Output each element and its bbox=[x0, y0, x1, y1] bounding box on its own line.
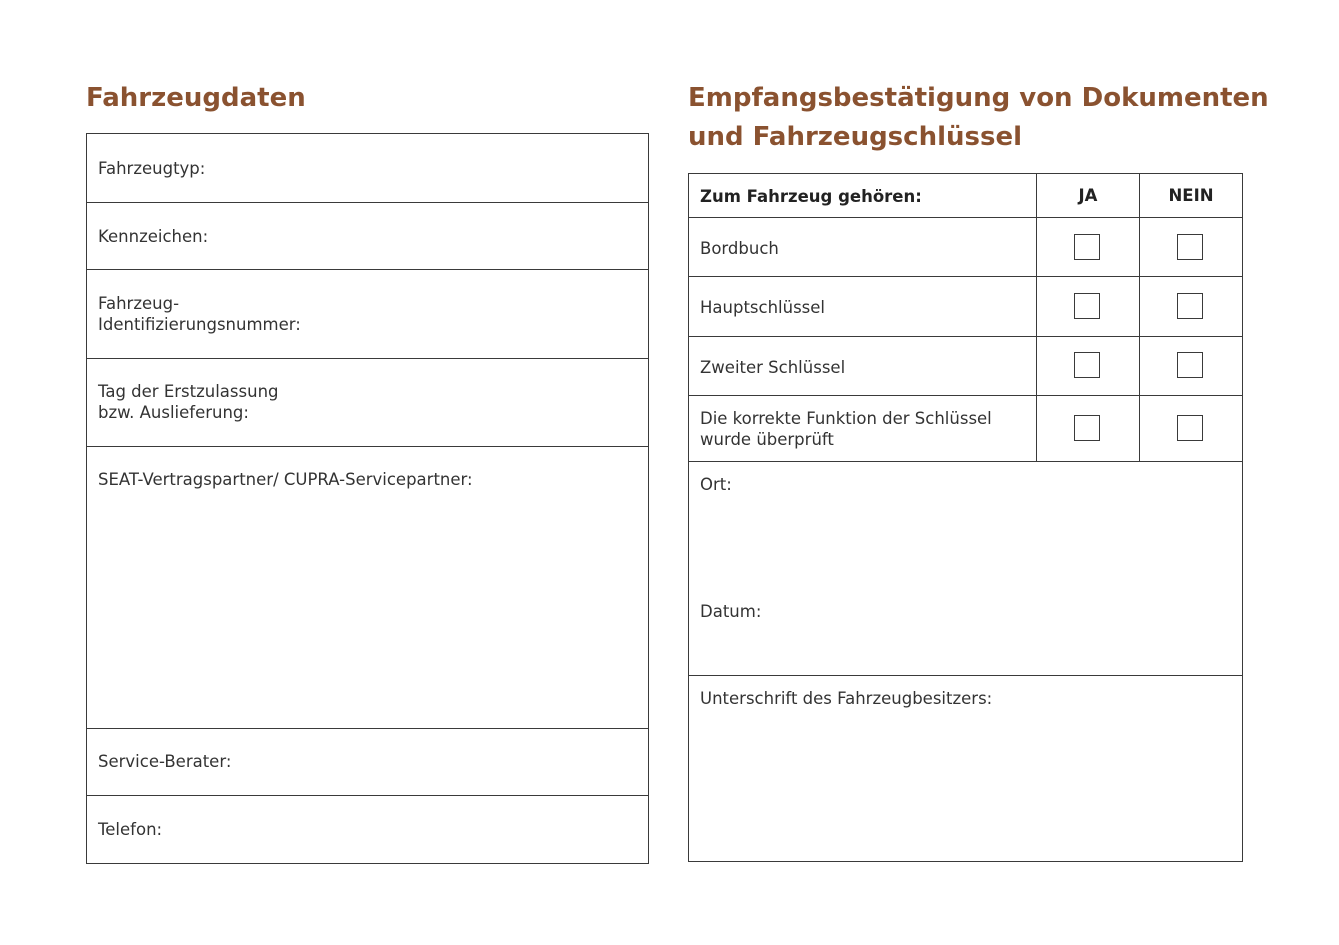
receipt-table bbox=[688, 173, 1243, 862]
table-row bbox=[689, 276, 1242, 336]
item-label-key-function: Die korrekte Funktion der Schlüssel wurde überprüft bbox=[700, 409, 992, 449]
table-row bbox=[689, 395, 1242, 461]
checkbox-main-key-nein[interactable] bbox=[1177, 293, 1203, 319]
vehicle-data-title: Fahrzeugdaten bbox=[86, 83, 306, 113]
checkbox-bordbuch-ja[interactable] bbox=[1074, 234, 1100, 260]
telephone-row[interactable] bbox=[87, 795, 648, 863]
date-label: Datum: bbox=[700, 602, 762, 621]
place-date-row[interactable] bbox=[689, 461, 1242, 676]
item-label-main-key: Hauptschlüssel bbox=[700, 298, 826, 317]
signature-label: Unterschrift des Fahrzeugbesitzers: bbox=[700, 689, 993, 708]
checkbox-bordbuch-nein[interactable] bbox=[1177, 234, 1203, 260]
vehicle-type-row[interactable] bbox=[87, 134, 648, 202]
service-partner-label: SEAT-Vertragspartner/ CUPRA-Servicepartner: bbox=[98, 470, 473, 489]
service-partner-row[interactable] bbox=[87, 446, 648, 729]
checkbox-key-function-ja[interactable] bbox=[1074, 415, 1100, 441]
receipt-confirmation-title bbox=[688, 79, 1288, 157]
place-label: Ort: bbox=[700, 475, 732, 494]
table-header-row bbox=[689, 174, 1242, 218]
item-label-second-key: Zweiter Schlüssel bbox=[700, 358, 846, 377]
vin-label: Fahrzeug- Identifizierungsnummer: bbox=[98, 294, 301, 334]
header-item-label: Zum Fahrzeug gehören: bbox=[700, 187, 922, 206]
receipt-title-line2: und Fahrzeugschlüssel bbox=[688, 122, 1023, 152]
telephone-label: Telefon: bbox=[98, 820, 163, 839]
header-no-label: NEIN bbox=[1168, 186, 1214, 205]
table-row bbox=[689, 336, 1242, 396]
checkbox-key-function-nein[interactable] bbox=[1177, 415, 1203, 441]
item-label-bordbuch: Bordbuch bbox=[700, 239, 779, 258]
checkbox-main-key-ja[interactable] bbox=[1074, 293, 1100, 319]
vin-row[interactable] bbox=[87, 269, 648, 358]
receipt-title-line1: Empfangsbestätigung von Dokumenten bbox=[688, 83, 1269, 113]
service-advisor-row[interactable] bbox=[87, 728, 648, 796]
table-row bbox=[689, 217, 1242, 277]
header-yes-label: JA bbox=[1078, 186, 1098, 205]
checkbox-second-key-ja[interactable] bbox=[1074, 352, 1100, 378]
license-plate-row[interactable] bbox=[87, 202, 648, 270]
vehicle-type-label: Fahrzeugtyp: bbox=[98, 159, 206, 178]
first-registration-label: Tag der Erstzulassung bzw. Auslieferung: bbox=[98, 382, 279, 422]
service-advisor-label: Service-Berater: bbox=[98, 752, 232, 771]
license-plate-label: Kennzeichen: bbox=[98, 227, 209, 246]
vehicle-data-table bbox=[86, 133, 649, 864]
signature-row[interactable] bbox=[689, 675, 1242, 862]
first-registration-row[interactable] bbox=[87, 358, 648, 447]
checkbox-second-key-nein[interactable] bbox=[1177, 352, 1203, 378]
